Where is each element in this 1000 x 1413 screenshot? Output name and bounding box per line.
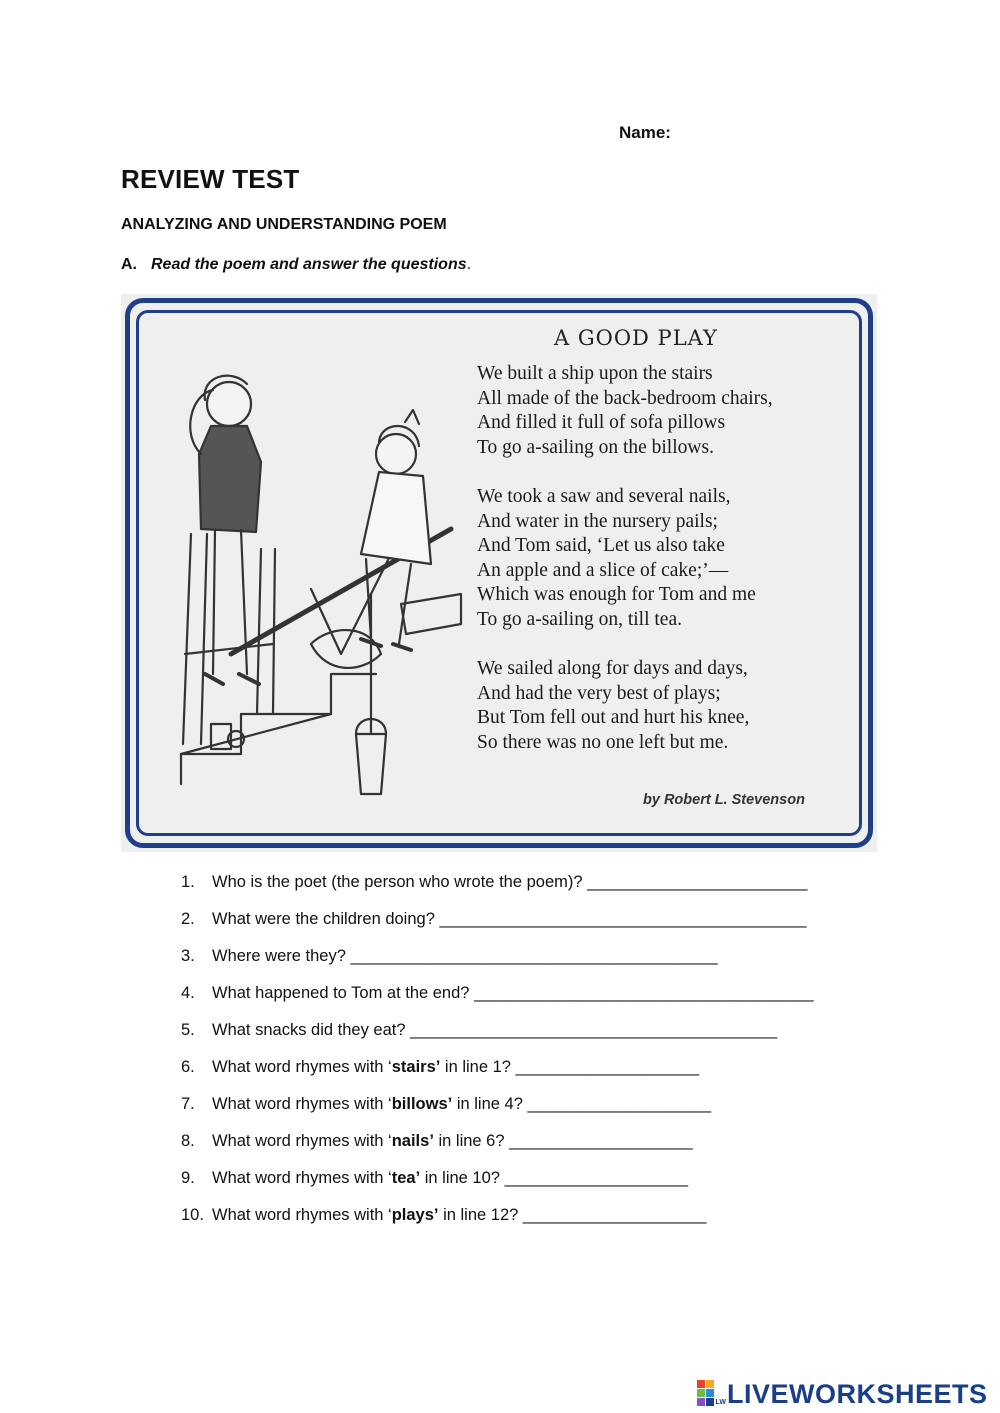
question-text: What snacks did they eat? [212,1021,406,1039]
question-2 [181,910,814,947]
question-number: 9. [181,1169,195,1187]
poem-line: We sailed along for days and days, [477,658,748,680]
page-subtitle: ANALYZING AND UNDERSTANDING POEM [121,216,447,233]
logo-text: LIVEWORKSHEETS [727,1378,988,1409]
poem-line: We built a ship upon the stairs [477,363,713,384]
question-7 [181,1095,814,1132]
answer-blank[interactable]: ________________________ [587,873,808,891]
instruction [121,256,471,274]
instruction-text: Read the poem and answer the questions [151,256,467,273]
question-6 [181,1058,814,1095]
question-text: What word rhymes with ‘ [212,1132,392,1150]
instruction-letter: A. [121,256,137,273]
question-text-end: in line 12? [438,1206,519,1224]
answer-blank[interactable]: ____________________ [527,1095,711,1113]
question-list [181,873,814,1243]
liveworksheets-logo [697,1378,988,1410]
question-text-end: in line 6? [433,1132,505,1150]
question-number: 3. [181,947,195,965]
answer-blank[interactable]: ____________________ [522,1206,707,1224]
answer-blank[interactable]: ________________________________________ [350,947,718,965]
stanza-gap [477,460,773,485]
poem-line: And had the very best of plays; [477,682,721,704]
rhyme-word: plays’ [391,1206,439,1224]
rhyme-word: billows’ [391,1095,453,1113]
answer-blank[interactable]: ____________________ [504,1169,689,1187]
question-text-end: in line 4? [452,1095,523,1113]
question-text: What happened to Tom at the end? [212,984,470,1002]
question-text: Where were they? [212,947,346,965]
question-text: What word rhymes with ‘ [212,1058,392,1076]
poem-line: And filled it full of sofa pillows [477,412,726,434]
page-title: REVIEW TEST [121,164,300,194]
answer-blank[interactable]: _____________________________________ [474,984,814,1002]
question-number: 5. [181,1021,195,1039]
stanza-gap [477,633,773,658]
question-1 [181,873,814,910]
poem-line: And water in the nursery pails; [477,510,718,532]
poem-line: So there was no one left but me. [477,731,729,753]
question-5 [181,1021,814,1058]
rhyme-word: nails’ [391,1132,434,1150]
question-text-end: in line 10? [420,1169,500,1187]
poem-line: We took a saw and several nails, [477,485,731,507]
poem-text [477,362,773,756]
poem-title: A GOOD PLAY [554,326,718,350]
answer-blank[interactable]: ________________________________________ [410,1021,778,1039]
instruction-period: . [466,256,472,273]
question-text: What word rhymes with ‘ [212,1095,392,1113]
rhyme-word: stairs’ [391,1058,441,1076]
poem-line: An apple and a slice of cake;’— [477,559,729,581]
question-text: Who is the poet (the person who wrote the poem)? [212,873,583,891]
question-number: 7. [181,1095,195,1113]
poem-line: Which was enough for Tom and me [477,584,756,606]
question-4 [181,984,814,1021]
question-8 [181,1132,814,1169]
question-number: 2. [181,910,195,928]
poem-line: And Tom said, ‘Let us also take [477,535,725,557]
poem-line: To go a-sailing on the billows. [477,436,714,458]
poet-credit: by Robert L. Stevenson [643,792,805,808]
question-9 [181,1169,814,1206]
poem-line: To go a-sailing on, till tea. [477,608,682,630]
answer-blank[interactable]: ________________________________________ [439,910,807,928]
children-playing-illustration [161,354,461,794]
answer-blank[interactable]: ____________________ [509,1132,693,1150]
question-text: What were the children doing? [212,910,435,928]
logo-mark-text: LW [715,1399,726,1406]
question-3 [181,947,814,984]
question-number: 8. [181,1132,195,1150]
poem-line: But Tom fell out and hurt his knee, [477,707,750,729]
liveworksheets-logo-icon [697,1380,726,1408]
question-text: What word rhymes with ‘ [212,1169,392,1187]
answer-blank[interactable]: ____________________ [515,1058,700,1076]
question-number: 6. [181,1058,195,1076]
question-text: What word rhymes with ‘ [212,1206,392,1224]
question-number: 4. [181,984,195,1002]
name-label: Name: [619,123,671,142]
poem-line: All made of the back-bedroom chairs, [477,387,773,409]
question-number: 1. [181,873,195,891]
rhyme-word: tea’ [391,1169,421,1187]
question-number: 10. [181,1206,204,1224]
question-10 [181,1206,814,1243]
question-text-end: in line 1? [440,1058,511,1076]
poem-panel [121,294,877,852]
